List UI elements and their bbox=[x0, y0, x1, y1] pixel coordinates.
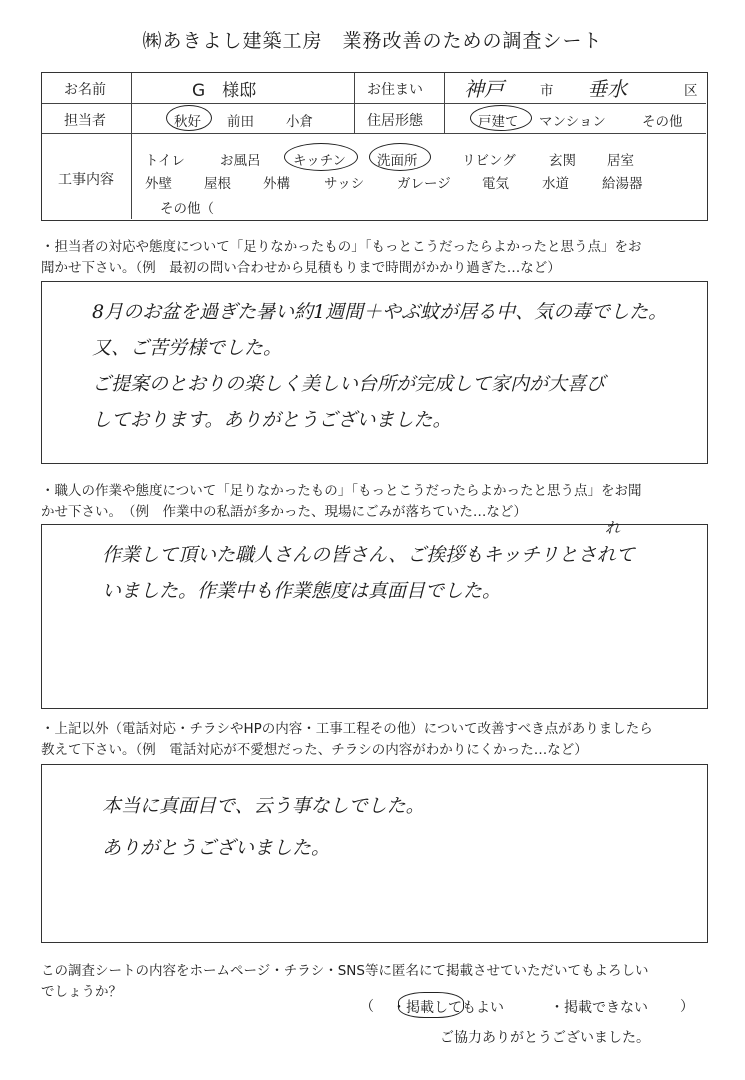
work-exterior-wall: 外壁 bbox=[145, 176, 172, 192]
answer-1-line: 又、ご苦労様でした。 bbox=[92, 337, 283, 359]
work-label: 工事内容 bbox=[58, 172, 114, 188]
question-1-line1: ・担当者の対応や態度について「足りなかったもの」「もっとこうだったらよかったと思う点」をお bbox=[41, 239, 642, 255]
work-water-heater: 給湯器 bbox=[602, 176, 643, 192]
staff-option-ogura: 小倉 bbox=[286, 114, 313, 130]
question-1-line2: 聞かせ下さい。（例 最初の問い合わせから見積もりまで時間がかかり過ぎた…など） bbox=[41, 260, 561, 276]
housing-option-detached: 戸建て bbox=[478, 114, 519, 130]
address-ward-suffix: 区 bbox=[684, 83, 698, 99]
work-bath: お風呂 bbox=[220, 153, 261, 169]
answer-3 bbox=[102, 785, 702, 869]
answer-1 bbox=[92, 294, 702, 438]
question-3 bbox=[41, 719, 711, 761]
answer-1-line: 8月のお盆を過ぎた暑い約1週間＋やぶ蚊が居る中、気の毒でした。 bbox=[92, 301, 668, 323]
work-exterior: 外構 bbox=[263, 176, 290, 192]
consent-open-paren: （ bbox=[360, 999, 374, 1015]
address-city-handwritten: 神戸 bbox=[464, 77, 504, 101]
selection-circle bbox=[166, 105, 212, 131]
work-room: 居室 bbox=[607, 153, 634, 169]
answer-1-line: ご提案のとおりの楽しく美しい台所が完成して家内が大喜び bbox=[92, 373, 606, 395]
staff-label: 担当者 bbox=[64, 113, 106, 129]
question-2-line2: かせ下さい。 （例 作業中の私語が多かった、現場にごみが落ちていた…など） bbox=[41, 504, 527, 520]
selection-circle bbox=[369, 143, 431, 171]
answer-box-1 bbox=[41, 281, 708, 464]
answer-2-correction: れ bbox=[605, 519, 621, 537]
consent-line2: でしょうか？ bbox=[41, 984, 122, 1000]
question-1 bbox=[41, 237, 711, 279]
selection-circle bbox=[284, 143, 358, 171]
consent-option-yes: ・掲載してもよい bbox=[392, 1000, 504, 1016]
work-garage: ガレージ bbox=[397, 176, 451, 192]
col-divider bbox=[444, 73, 445, 133]
housing-option-mansion: マンション bbox=[539, 114, 606, 130]
thanks-message: ご協力ありがとうございました。 bbox=[440, 1030, 650, 1046]
consent-option-no: ・掲載できない bbox=[550, 1000, 648, 1016]
consent-line1: この調査シートの内容をホームページ・チラシ・SNS等に匿名にて掲載させていただいてもよろしい bbox=[41, 963, 649, 979]
selection-circle bbox=[470, 105, 532, 131]
answer-2-line: 作業して頂いた職人さんの皆さん、ご挨拶もキッチリとされて bbox=[102, 544, 635, 566]
work-entrance: 玄関 bbox=[549, 153, 576, 169]
address-label: お住まい bbox=[367, 82, 423, 98]
work-sash: サッシ bbox=[324, 176, 365, 192]
work-living: リビング bbox=[462, 153, 516, 169]
question-3-line1: ・上記以外（電話対応・チラシやHPの内容・工事工程その他）について改善すべき点がありましたら bbox=[41, 721, 653, 737]
col-divider bbox=[354, 73, 355, 133]
selection-circle bbox=[398, 992, 464, 1018]
customer-name: G 様邸 bbox=[192, 81, 257, 101]
answer-2 bbox=[102, 537, 702, 609]
col-divider bbox=[131, 73, 132, 219]
answer-2-line: いました。作業中も作業態度は真面目でした。 bbox=[102, 580, 502, 602]
name-label: お名前 bbox=[64, 82, 106, 98]
housing-option-other: その他 bbox=[642, 114, 683, 130]
address-city-suffix: 市 bbox=[540, 83, 554, 99]
work-water: 水道 bbox=[542, 176, 569, 192]
staff-option-maeda: 前田 bbox=[227, 114, 254, 130]
row-divider bbox=[42, 103, 706, 104]
work-other: その他（ bbox=[160, 201, 214, 217]
answer-3-line: 本当に真面目で、云う事なしでした。 bbox=[102, 795, 425, 817]
question-3-line2: 教えて下さい。（例 電話対応が不愛想だった、チラシの内容がわかりにくかった…など） bbox=[41, 742, 588, 758]
page-title: ㈱あきよし建築工房 業務改善のための調査シート bbox=[142, 30, 603, 52]
consent-close-paren: ） bbox=[680, 999, 694, 1015]
answer-box-2 bbox=[41, 519, 708, 709]
address-ward-handwritten: 垂水 bbox=[587, 77, 627, 101]
info-table bbox=[41, 72, 708, 221]
work-roof: 屋根 bbox=[204, 176, 231, 192]
staff-option-akiyoshi: 秋好 bbox=[174, 114, 201, 130]
housing-label: 住居形態 bbox=[367, 113, 423, 129]
work-toilet: トイレ bbox=[145, 153, 185, 169]
answer-box-3 bbox=[41, 764, 708, 943]
row-divider bbox=[42, 133, 706, 134]
answer-1-line: しております。ありがとうございました。 bbox=[92, 409, 452, 431]
work-electric: 電気 bbox=[482, 176, 509, 192]
work-washroom: 洗面所 bbox=[377, 153, 418, 169]
work-kitchen: キッチン bbox=[293, 153, 347, 169]
question-2-line1: ・職人の作業や態度について「足りなかったもの」「もっとこうだったらよかったと思う点」をお聞 bbox=[41, 483, 642, 499]
answer-3-line: ありがとうございました。 bbox=[102, 837, 331, 859]
